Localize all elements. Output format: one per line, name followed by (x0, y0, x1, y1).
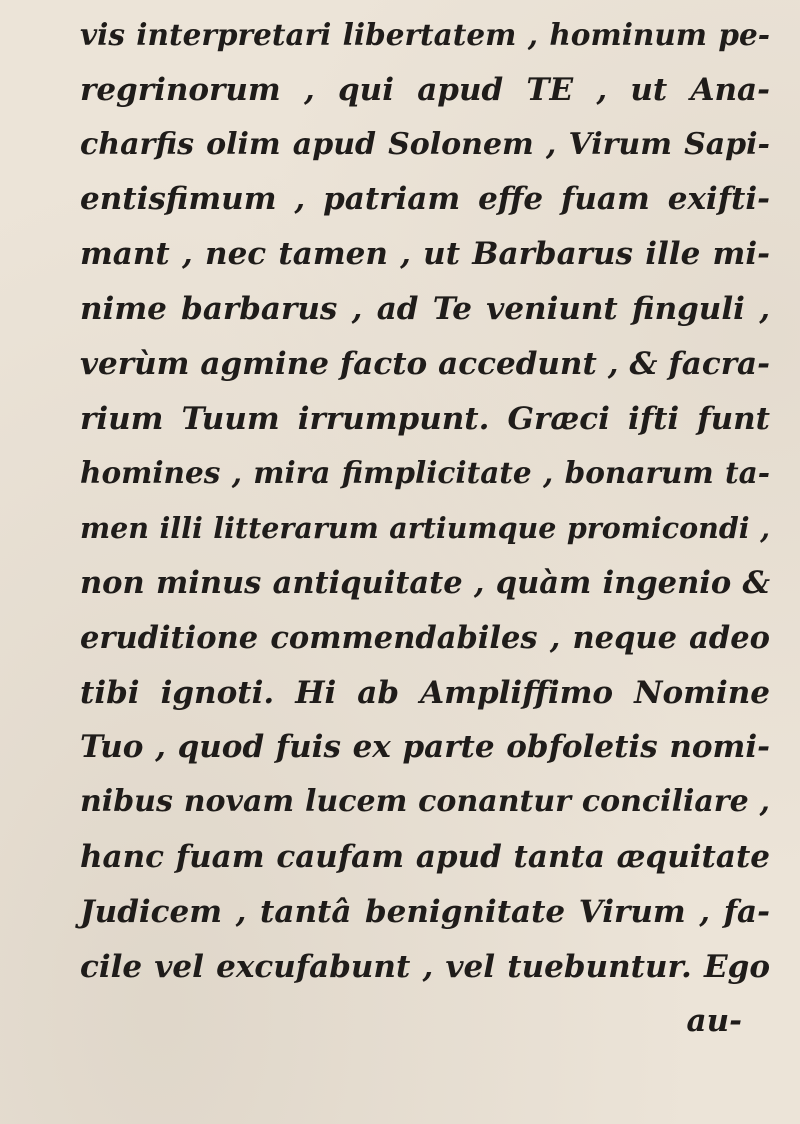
text-line: regrinorum , qui apud TE , ut Ana- (80, 71, 770, 108)
text-line: nime barbarus , ad Te veniunt finguli , (80, 290, 770, 327)
text-line: hanc fuam caufam apud tanta æquitate (80, 838, 770, 875)
text-line: verùm agmine facto accedunt , & facra- (80, 345, 770, 382)
text-line: men illi litterarum artiumque promicondi , (80, 511, 770, 546)
text-line: tibi ignoti. Hi ab Ampliffimo Nomine (80, 674, 770, 711)
text-line: nibus novam lucem conantur conciliare , (80, 784, 770, 820)
text-line: Judicem , tantâ benignitate Virum , fa- (80, 893, 770, 930)
text-line: Tuo , quod fuis ex parte obfoletis nomi- (80, 729, 770, 766)
text-line: homines , mira fimplicitate , bonarum ta- (80, 455, 770, 491)
text-line: vis interpretari libertatem , hominum pe- (80, 17, 770, 52)
text-line: eruditione commendabiles , neque adeo (80, 619, 770, 656)
text-line: mant , nec tamen , ut Barbarus ille mi- (80, 236, 770, 273)
body-text (80, 8, 770, 1049)
text-line: entisfimum , patriam effe fuam exifti- (80, 181, 770, 218)
text-line: cile vel excufabunt , vel tuebuntur. Ego (80, 948, 770, 985)
text-line: rium Tuum irrumpunt. Græci ifti funt (80, 400, 770, 437)
text-line: charfis olim apud Solonem , Virum Sapi- (80, 126, 770, 162)
text-line: non minus antiquitate , quàm ingenio & (80, 564, 770, 601)
catchword: au- (686, 1003, 742, 1040)
